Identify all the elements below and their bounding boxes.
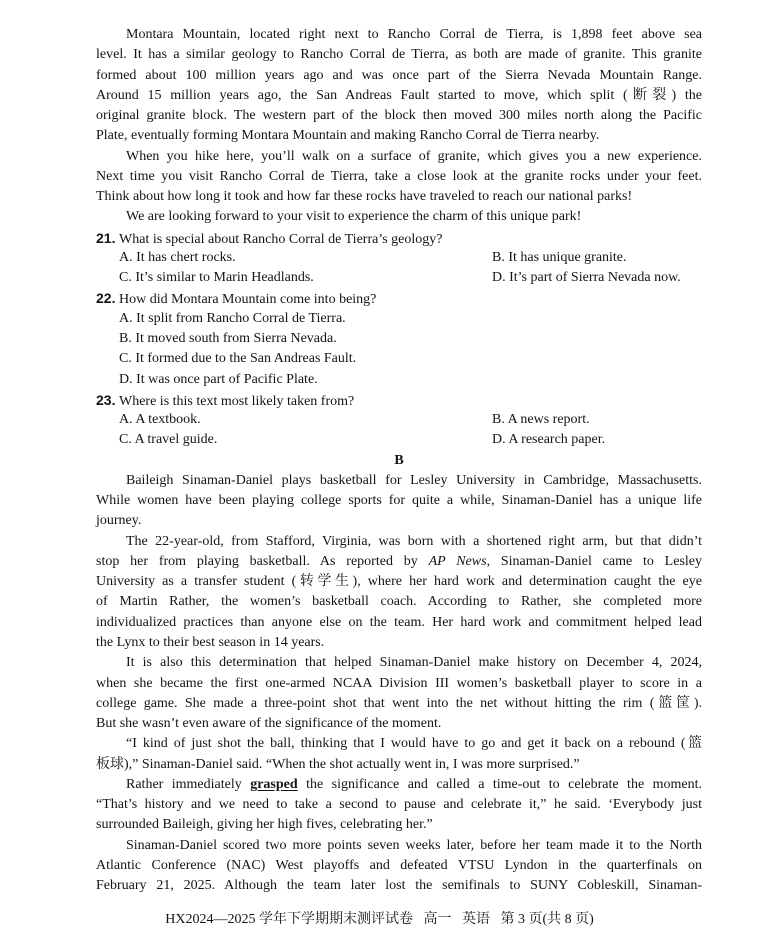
passage-paragraph: [96, 653, 702, 734]
question-22: [96, 288, 702, 389]
option-row: [96, 410, 702, 430]
line-text: the significance and called a time-out to celebrate the moment.: [297, 776, 702, 792]
passage-line: [96, 775, 702, 795]
option-d: D. It’s part of Sierra Nevada now.: [492, 270, 681, 286]
passage-line: individualized practices than anyone else on the team. Her hard work and commitment helped lead: [96, 614, 702, 630]
exam-page-content: [96, 25, 702, 896]
passage-line: Around 15 million years ago, the San Andreas Fault started to move, which split (断裂) the: [96, 87, 702, 103]
question-number: 21.: [96, 229, 116, 246]
passage-line: the Lynx to their best season in 14 years.: [96, 634, 325, 650]
question-stem: [96, 390, 702, 410]
passage-paragraph: [96, 25, 702, 147]
question-text: Where is this text most likely taken from?: [119, 393, 355, 409]
passage-b: [96, 471, 702, 897]
passage-line: 板球),” Sinaman-Daniel said. “When the shot actually went in, I was more surprised.”: [96, 756, 580, 772]
option-c: C. It formed due to the San Andreas Fault.: [119, 351, 357, 367]
question-23: [96, 390, 702, 451]
line-text: , Sinaman-Daniel came to Lesley: [486, 553, 702, 569]
passage-line: Baileigh Sinaman-Daniel plays basketball for Lesley University in Cambridge, Massachusetts.: [126, 472, 702, 488]
question-stem: [96, 228, 702, 248]
option-a: A. A textbook.: [119, 412, 201, 428]
option-row: [96, 329, 702, 349]
option-b: B. It has unique granite.: [492, 249, 627, 265]
question-text: How did Montara Mountain come into being?: [119, 292, 377, 308]
passage-paragraph: [96, 471, 702, 532]
option-c: C. A travel guide.: [119, 432, 218, 448]
passage-line: While women have been playing college sports for quite a while, Sinaman-Daniel has a unique life: [96, 493, 702, 509]
option-row: [96, 370, 702, 390]
option-d: D. It was once part of Pacific Plate.: [119, 371, 318, 387]
question-21: [96, 228, 702, 289]
passage-paragraph: [96, 147, 702, 208]
page-footer: HX2024—2025 学年下学期期末测评试卷 高一 英语 第 3 页(共 8 页): [165, 912, 594, 927]
passage-line: “That’s history and we need to take a second to pause and celebrate it,” he said. ‘Everybody just: [96, 797, 702, 813]
passage-line: Montara Mountain, located right next to Rancho Corral de Tierra, is 1,898 feet above sea: [126, 27, 702, 42]
option-a: A. It split from Rancho Corral de Tierra.: [119, 310, 346, 326]
passage-a: [96, 25, 702, 228]
passage-line: Next time you visit Rancho Corral de Tierra, take a close look at the granite rocks under your feet.: [96, 168, 702, 184]
option-row: [96, 430, 702, 450]
option-d: D. A research paper.: [492, 432, 606, 448]
question-number: 23.: [96, 391, 116, 408]
question-text: What is special about Rancho Corral de Tierra’s geology?: [119, 231, 443, 247]
passage-line: when she became the first one-armed NCAA Division III women’s basketball player to score in a: [96, 675, 702, 691]
source-name: AP News: [428, 553, 487, 569]
passage-line: formed about 100 million years ago and was once part of the Sierra Nevada Mountain Range.: [96, 67, 702, 83]
option-row: [96, 268, 702, 288]
passage-line: The 22-year-old, from Stafford, Virginia, was born with a shortened right arm, but that didn’t: [126, 533, 702, 549]
option-c: C. It’s similar to Marin Headlands.: [119, 270, 314, 286]
passage-line: original granite block. The western part of the block then moved 300 miles north along the Pacific: [96, 108, 702, 124]
line-text: stop her from playing basketball. As reported by: [96, 553, 429, 569]
passage-line: college game. She made a three-point shot that went into the net without hitting the rim (篮筐).: [96, 695, 702, 711]
option-b: B. A news report.: [492, 412, 590, 428]
highlighted-word: grasped: [250, 776, 298, 792]
option-row: [96, 248, 702, 268]
passage-line: It is also this determination that helped Sinaman-Daniel make history on December 4, 2024,: [126, 655, 702, 671]
option-b: B. It moved south from Sierra Nevada.: [119, 330, 337, 346]
passage-paragraph: [96, 532, 702, 654]
question-stem: [96, 288, 702, 308]
passage-line: We are looking forward to your visit to experience the charm of this unique park!: [126, 209, 582, 225]
passage-paragraph: [96, 836, 702, 897]
passage-paragraph: [96, 775, 702, 836]
passage-line: surrounded Baileigh, giving her high fives, celebrating her.”: [96, 817, 433, 833]
passage-line: Think about how long it took and how far these rocks have traveled to reach our national parks!: [96, 189, 633, 205]
passage-line: [96, 552, 702, 572]
option-row: [96, 349, 702, 369]
passage-line: of Martin Rather, the women’s basketball coach. According to Rather, she completed more: [96, 594, 702, 610]
passage-line: When you hike here, you’ll walk on a surface of granite, which gives you a new experience.: [126, 148, 702, 164]
passage-paragraph: [96, 734, 702, 775]
question-number: 22.: [96, 290, 116, 307]
passage-line: Atlantic Conference (NAC) West playoffs and defeated VTSU Lyndon in the quarterfinals on: [96, 857, 702, 873]
line-text: Rather immediately: [126, 776, 251, 792]
option-a: A. It has chert rocks.: [119, 249, 236, 265]
passage-line: Sinaman-Daniel scored two more points seven weeks later, before her team made it to the North: [126, 837, 702, 853]
passage-line: “I kind of just shot the ball, thinking that I would have to go and get it back on a rebound (篮: [126, 736, 702, 752]
option-row: [96, 309, 702, 329]
passage-line: University as a transfer student (转学生), where her hard work and determination caught the eye: [96, 574, 702, 590]
passage-line: February 21, 2025. Although the team later lost the semifinals to SUNY Cobleskill, Sinaman-: [96, 878, 702, 894]
passage-line: level. It has a similar geology to Rancho Corral de Tierra, as both are made of granite. This granite: [96, 47, 702, 63]
passage-paragraph: [96, 207, 702, 227]
passage-line: journey.: [96, 513, 142, 529]
passage-line: But she wasn’t even aware of the significance of the moment.: [96, 716, 442, 732]
passage-line: Plate, eventually forming Montara Mountain and making Rancho Corral de Tierra nearby.: [96, 128, 600, 144]
section-heading: B: [394, 452, 404, 468]
